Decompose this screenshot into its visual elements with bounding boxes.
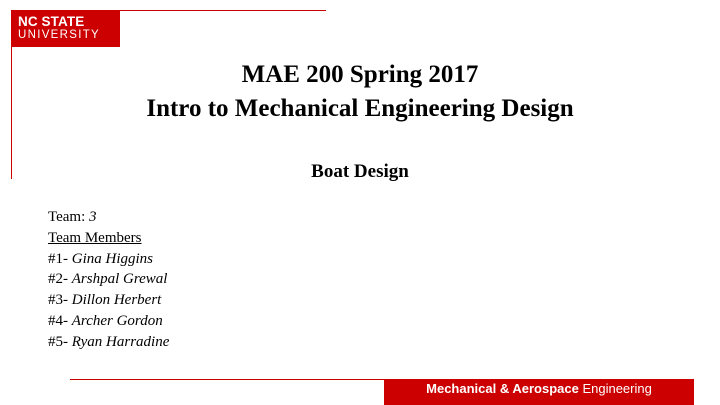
member-name: Arshpal Grewal (71, 271, 168, 288)
member-name: Dillon Herbert (71, 292, 162, 309)
member-row (48, 269, 169, 290)
member-row (48, 290, 169, 311)
member-row (48, 249, 169, 270)
footer-divider (70, 379, 384, 380)
members-header: Team Members (48, 229, 142, 246)
top-divider (120, 10, 326, 11)
member-prefix: #2- (48, 271, 72, 288)
department-footer (384, 379, 694, 405)
member-prefix: #3- (48, 292, 72, 309)
member-name: Archer Gordon (71, 312, 163, 329)
nc-state-logo (11, 10, 120, 47)
team-number-row (48, 207, 169, 228)
footer-regular-text: Engineering (578, 381, 652, 396)
member-row (48, 332, 169, 353)
member-prefix: #5- (48, 333, 72, 350)
member-prefix: #4- (48, 312, 72, 329)
team-info (48, 207, 169, 353)
member-name: Gina Higgins (71, 250, 154, 267)
slide-title-line-2: Intro to Mechanical Engineering Design (146, 95, 574, 122)
slide-subtitle: Boat Design (311, 161, 409, 182)
logo-line-1: NC STATE (18, 14, 85, 29)
slide-title-line-1: MAE 200 Spring 2017 (241, 61, 479, 88)
footer-bold-text: Mechanical & Aerospace (426, 381, 579, 396)
member-name: Ryan Harradine (71, 333, 170, 350)
member-prefix: #1- (48, 250, 72, 267)
members-header-row (48, 228, 169, 249)
logo-line-2: UNIVERSITY (18, 29, 101, 41)
team-label: Team: (48, 209, 90, 225)
member-row (48, 311, 169, 332)
team-number: 3 (89, 209, 97, 225)
